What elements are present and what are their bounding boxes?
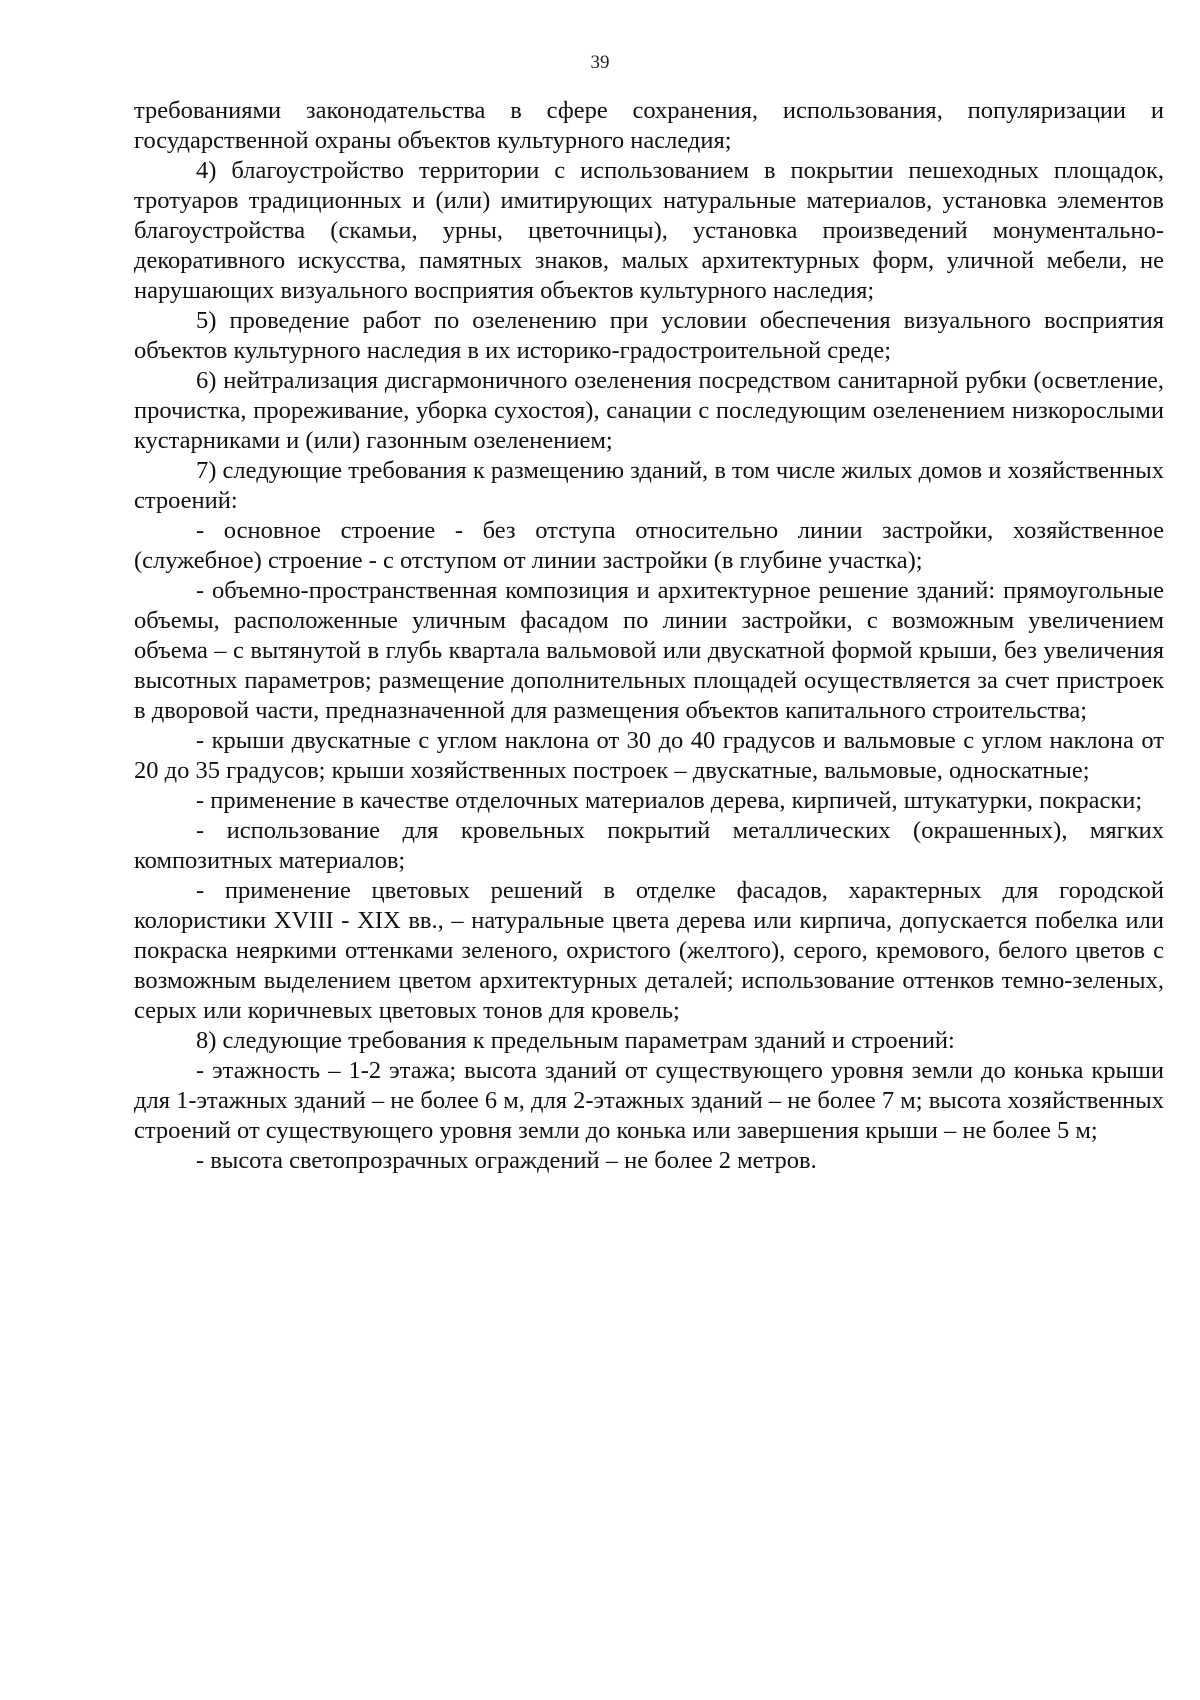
paragraph-7-bullet-4: - применение в качестве отделочных материалов дерева, кирпичей, штукатурки, покраски; (196, 787, 1143, 814)
paragraph-7-bullet-3: - крыши двускатные с углом наклона от 30 до 40 градусов и вальмовые с углом наклона от 20 до 35 градусов; крыши хозяйственных построек – двускатные, вальмовые, односкатные; (134, 727, 1164, 784)
paragraph-7-bullet-5: - использование для кровельных покрытий металлических (окрашенных), мягких композитных материалов; (134, 817, 1164, 874)
paragraph-8-bullet-1: - этажность – 1-2 этажа; высота зданий от существующего уровня земли до конька крыши для 1-этажных зданий – не более 6 м, для 2-этажных зданий – не более 7 м; высота хозяйственных строений от существующего уровня земли до конька или завершения крыши – не более 5 м; (134, 1057, 1164, 1144)
paragraph-7-bullet-1: - основное строение - без отступа относительно линии застройки, хозяйственное (служебное) строение - с отступом от линии застройки (в глубине участка); (134, 517, 1164, 574)
document-body (134, 96, 1164, 1176)
paragraph-item-4: 4) благоустройство территории с использованием в покрытии пешеходных площадок, тротуаров традиционных и (или) имитирующих натуральные материалов, установка элементов благоустройства (скамьи, урны, цветочницы), установка произведений монументально-декоративного искусства, памятных знаков, малых архитектурных форм, уличной мебели, не нарушающих визуального восприятия объектов культурного наследия; (134, 157, 1164, 304)
page-number: 39 (590, 52, 610, 73)
paragraph-7-bullet-6: - применение цветовых решений в отделке фасадов, характерных для городской колористики XVIII - XIX вв., – натуральные цвета дерева или кирпича, допускается побелка или покраска неяркими оттенками зеленого, охристого (желтого), серого, кремового, белого цветов с возможным выделением цветом архитектурных деталей; использование оттенков темно-зеленых, серых или коричневых цветовых тонов для кровель; (134, 877, 1164, 1024)
paragraph-continuation: требованиями законодательства в сфере сохранения, использования, популяризации и государственной охраны объектов культурного наследия; (134, 97, 1164, 154)
paragraph-item-5: 5) проведение работ по озеленению при условии обеспечения визуального восприятия объектов культурного наследия в их историко-градостроительной среде; (134, 307, 1164, 364)
paragraph-item-6: 6) нейтрализация дисгармоничного озеленения посредством санитарной рубки (осветление, прочистка, прореживание, уборка сухостоя), санации с последующим озеленением низкорослыми кустарниками и (или) газонным озеленением; (134, 367, 1164, 454)
paragraph-item-8: 8) следующие требования к предельным параметрам зданий и строений: (196, 1027, 955, 1054)
paragraph-7-bullet-2: - объемно-пространственная композиция и архитектурное решение зданий: прямоугольные объемы, расположенные уличным фасадом по линии застройки, с возможным увеличением объема – с вытянутой в глубь квартала вальмовой или двускатной формой крыши, без увеличения высотных параметров; размещение дополнительных площадей осуществляется за счет пристроек в дворовой части, предназначенной для размещения объектов капитального строительства; (134, 577, 1164, 724)
paragraph-item-7: 7) следующие требования к размещению зданий, в том числе жилых домов и хозяйственных строений: (134, 457, 1164, 514)
paragraph-8-bullet-2: - высота светопрозрачных ограждений – не более 2 метров. (196, 1147, 817, 1174)
